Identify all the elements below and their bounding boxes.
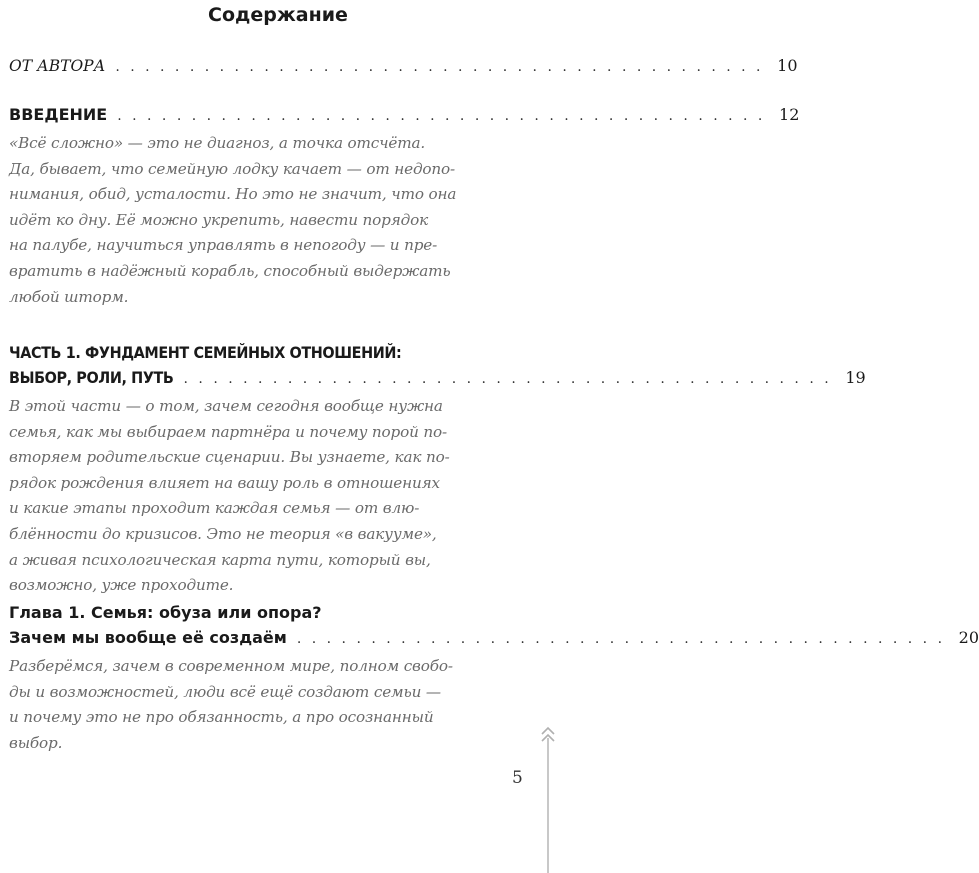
toc-entry-label: ВЫБОР, РОЛИ, ПУТЬ: [9, 368, 174, 387]
toc-entry-author[interactable]: [9, 53, 798, 80]
description-line: а живая психологическая карта пути, который вы,: [9, 550, 431, 569]
dot-leader: . . . . . . . . . . . . . . . . . . . . . . . . . . . . . . . . . . . . . . . . . . . .: [183, 371, 832, 387]
toc-page-number: 19: [845, 368, 866, 387]
toc-entry-description: [9, 131, 523, 310]
toc-entry-label: ВВЕДЕНИЕ: [9, 105, 108, 124]
toc-entry-chapter1[interactable]: [9, 600, 979, 756]
description-line: вратить в надёжный корабль, способный выдержать: [9, 261, 451, 280]
description-line: ды и возможностей, люди всё ещё создают семьи —: [9, 682, 441, 701]
toc-entry-label: Зачем мы вообще её создаём: [9, 628, 287, 647]
toc-entry-description: [9, 654, 523, 756]
page-title: Содержание: [208, 4, 348, 26]
toc-entry-label: ЧАСТЬ 1. ФУНДАМЕНТ СЕМЕЙНЫХ ОТНОШЕНИЙ:: [9, 343, 402, 362]
toc-page-number: 10: [777, 56, 798, 75]
description-line: рядок рождения влияет на вашу роль в отношениях: [9, 473, 440, 492]
scroll-up-arrow-icon[interactable]: [539, 724, 557, 750]
toc-page-number: 20: [958, 628, 979, 647]
description-line: и какие этапы проходит каждая семья — от влю-: [9, 499, 420, 518]
toc-entry-description: [9, 394, 523, 599]
description-line: Разберёмся, зачем в современном мире, полном свобо-: [9, 657, 453, 675]
description-line: Да, бывает, что семейную лодку качает — от недопо-: [9, 159, 456, 178]
scroll-track[interactable]: [547, 738, 549, 873]
toc-entry-intro[interactable]: [9, 102, 800, 310]
description-line: блённости до кризисов. Это не теория «в вакууме»,: [9, 524, 437, 543]
toc-page-number: 12: [779, 105, 800, 124]
dot-leader: . . . . . . . . . . . . . . . . . . . . . . . . . . . . . . . . . . . . . . . . . . . .: [117, 108, 766, 124]
description-line: любой шторм.: [9, 287, 129, 306]
description-line: возможно, уже проходите.: [9, 576, 234, 595]
description-line: нимания, обид, усталости. Но это не значит, что она: [9, 185, 457, 204]
description-line: вторяем родительские сценарии. Вы узнаете, как по-: [9, 448, 450, 467]
page-number: 5: [512, 768, 523, 788]
toc-entry-part1[interactable]: [9, 340, 866, 599]
description-line: выбор.: [9, 733, 63, 752]
toc-entry-label: ОТ АВТОРА: [9, 57, 106, 75]
toc-entry-label: Глава 1. Семья: обуза или опора?: [9, 603, 322, 622]
description-line: «Всё сложно» — это не диагноз, а точка отсчёта.: [9, 134, 426, 152]
description-line: В этой части — о том, зачем сегодня вообще нужна: [9, 397, 443, 415]
description-line: семья, как мы выбираем партнёра и почему порой по-: [9, 422, 448, 441]
description-line: на палубе, научиться управлять в непогоду — и пре-: [9, 236, 438, 255]
dot-leader: . . . . . . . . . . . . . . . . . . . . . . . . . . . . . . . . . . . . . . . . . . . .: [115, 59, 764, 75]
description-line: идёт ко дну. Её можно укрепить, навести порядок: [9, 210, 429, 229]
dot-leader: . . . . . . . . . . . . . . . . . . . . . . . . . . . . . . . . . . . . . . . . . . . .: [296, 631, 946, 647]
description-line: и почему это не про обязанность, а про осознанный: [9, 708, 434, 727]
